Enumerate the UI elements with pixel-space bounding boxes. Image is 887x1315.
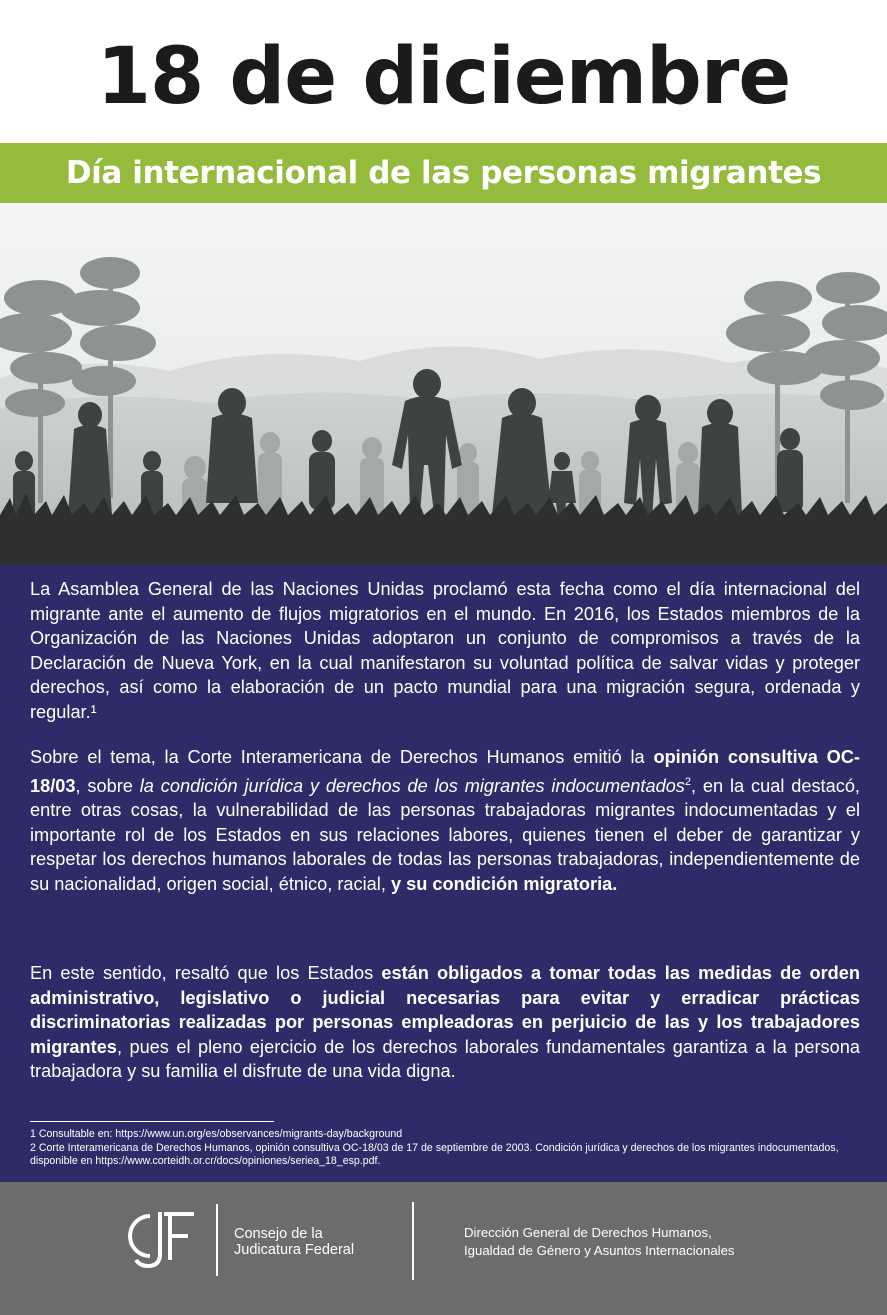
p2-text-c: , sobre xyxy=(75,775,140,796)
footnote-ref-2: 2 xyxy=(684,775,692,788)
footnotes xyxy=(30,1128,860,1169)
footer-divider-2 xyxy=(412,1202,414,1280)
paragraph-court-opinion xyxy=(30,745,860,897)
p3-text-a: En este sentido, resaltó que los Estados xyxy=(30,963,382,983)
footnote-1: 1 Consultable en: https://www.un.org/es/observances/migrants-day/background xyxy=(30,1128,403,1140)
p2-bold-opinion: opinión consultiva OC-18/03 xyxy=(30,747,860,796)
footnote-2: 2 Corte Interamericana de Derechos Humanos, opinión consultiva OC-18/03 de 17 de septiembre de 2003. Condición jurídica y derechos de los migrantes indocumentados, disponible en https://www.corteidh.or.cr/docs/opiniones/seriea_18_esp.pdf. xyxy=(30,1141,839,1167)
paragraph-intro: La Asamblea General de las Naciones Unidas proclamó esta fecha como el día internacional del migrante ante el aumento de flujos migratorios en el mundo. En 2016, los Estados miembros de la Organización de las Naciones Unidas adoptaron un conjunto de compromisos a través de la Declaración de Nueva York, en la cual manifestaron su voluntad política de salvar vidas y proteger derechos, así como la elaboración de un pacto mundial para una migración segura, ordenada y regular.¹ xyxy=(30,579,860,722)
p3-bold-obligation: están obligados a tomar todas las medidas de orden administrativo, legislativo o judicial necesarias para evitar y erradicar prácticas discriminatorias realizadas por personas empleadoras en perjuicio de las y los trabajadores migrantes xyxy=(30,963,860,1057)
department-name xyxy=(464,1224,735,1260)
migrants-illustration xyxy=(0,203,887,565)
cjf-logo xyxy=(124,1206,204,1270)
main-content xyxy=(0,565,887,1182)
page-title: 18 de diciembre xyxy=(96,32,791,122)
p2-bold-status: y su condición migratoria. xyxy=(390,874,618,895)
subtitle-band xyxy=(0,143,887,203)
department-line-1: Dirección General de Derechos Humanos, xyxy=(464,1225,712,1240)
title-area xyxy=(0,0,887,143)
org-name-line-2: Judicatura Federal xyxy=(234,1242,355,1258)
org-name-line-1: Consejo de la xyxy=(234,1226,323,1242)
page-subtitle: Día internacional de las personas migrantes xyxy=(65,155,822,191)
p2-text-e: , en la cual destacó, entre otras cosas, la vulnerabilidad de las personas trabajadoras migrantes indocumentadas y el importante rol de los Estados en sus relaciones labores, quienes tienen el deber de garantizar y respetar los derechos humanos laborales de todas las personas trabajadoras, independientemente de su nacionalidad, origen social, étnico, racial, xyxy=(30,775,860,895)
department-line-2: Igualdad de Género y Asuntos Internacionales xyxy=(464,1243,735,1258)
paragraph-obligations xyxy=(30,961,860,1084)
footer-divider-1 xyxy=(216,1204,218,1276)
p2-text-a: Sobre el tema, la Corte Interamericana de Derechos Humanos emitió la xyxy=(30,747,654,767)
org-name xyxy=(234,1226,354,1258)
footnote-divider xyxy=(30,1121,274,1122)
p2-italic-title: la condición jurídica y derechos de los migrantes indocumentados xyxy=(139,775,685,796)
footer xyxy=(0,1182,887,1315)
p3-text-c: , pues el pleno ejercicio de los derechos laborales fundamentales garantiza a la persona trabajadora y su familia el disfrute de una vida digna. xyxy=(30,1036,860,1082)
